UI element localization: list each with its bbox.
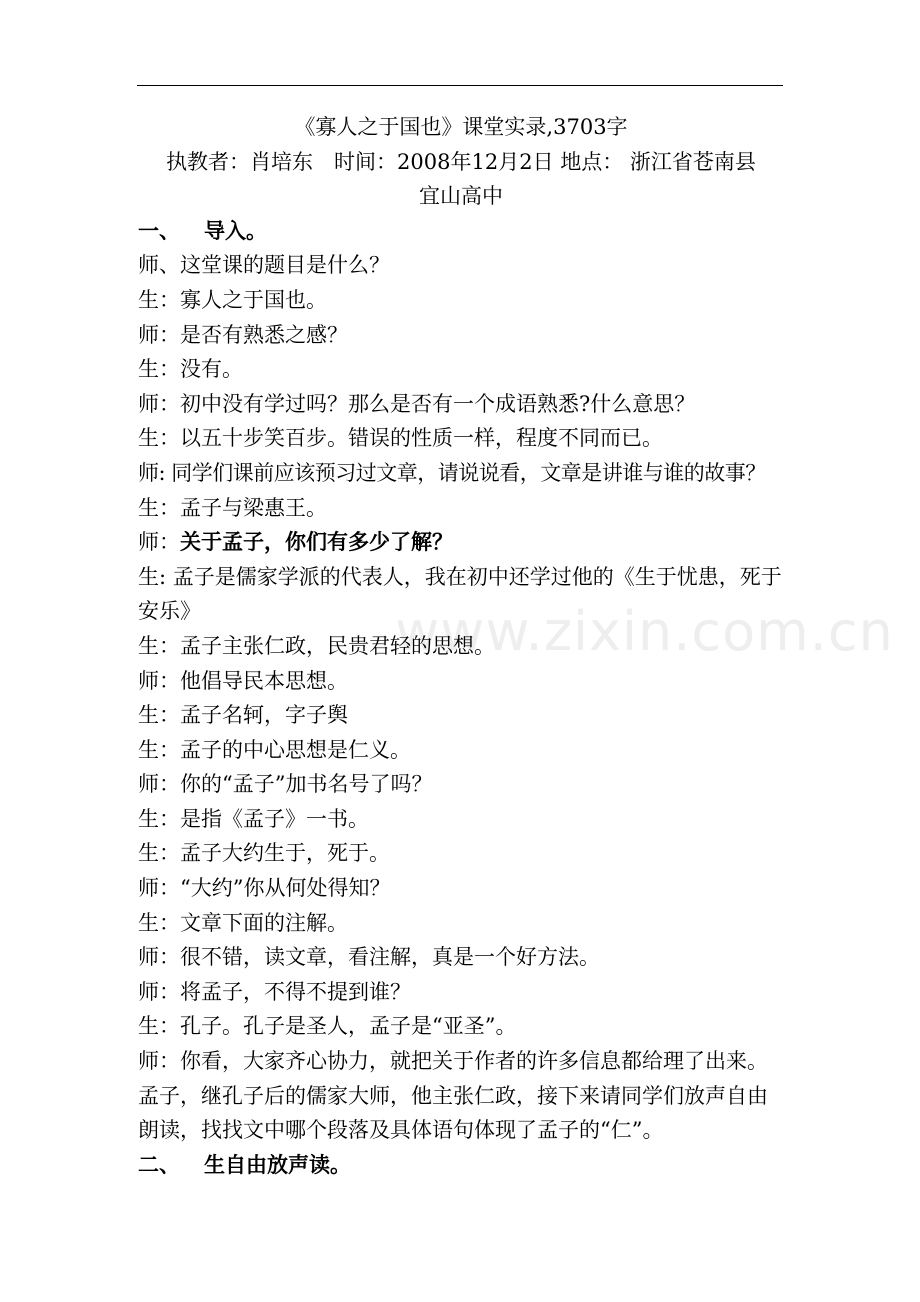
- section-number: 二、: [138, 1151, 180, 1177]
- section-label: 导入。: [204, 217, 267, 243]
- dialogue-line: 师：很不错，读文章，看注解，真是一个好方法。: [138, 945, 600, 970]
- dialogue-line: [138, 525, 784, 560]
- dialogue-line: 师：初中没有学过吗？那么是否有一个成语熟悉?什么意思？: [138, 391, 696, 416]
- document-body: [138, 110, 784, 1182]
- dialogue-line: 生：寡人之于国也。: [138, 287, 327, 312]
- dialogue-line: 师：他倡导民本思想。: [138, 668, 348, 693]
- speaker-label: 师：: [138, 530, 180, 555]
- watermark: www.zixin.com.cn: [395, 600, 894, 663]
- dialogue-paragraph: 生: 孟子是儒家学派的代表人，我在初中还学过他的《生于忧患，死于安乐》: [138, 564, 782, 624]
- dialogue-line: 生：孔子。孔子是圣人，孟子是“亚圣”。: [138, 1014, 517, 1039]
- dialogue-line: 生：孟子大约生于，死于。: [138, 841, 390, 866]
- header-rule: [137, 85, 783, 86]
- document-meta: 执教者：肖培东 时间：2008年12月2日 地点： 浙江省苍南县: [166, 149, 756, 174]
- dialogue-line: 生：以五十步笑百步。错误的性质一样，程度不同而已。: [138, 426, 663, 451]
- dialogue-line: 生：文章下面的注解。: [138, 910, 348, 935]
- section-heading-1: [138, 214, 784, 249]
- dialogue-line: 师: 同学们课前应该预习过文章，请说说看，文章是讲谁与谁的故事？: [138, 460, 766, 485]
- section-number: 一、: [138, 217, 180, 243]
- dialogue-line: 师、这堂课的题目是什么？: [138, 253, 390, 278]
- document-meta-cont: 宜山高中: [419, 184, 503, 209]
- dialogue-line: 生：是指《孟子》一书。: [138, 806, 369, 831]
- dialogue-line: 师：将孟子，不得不提到谁？: [138, 979, 411, 1004]
- section-heading-2: [138, 1148, 784, 1183]
- dialogue-line: 师：是否有熟悉之感？: [138, 322, 348, 347]
- dialogue-line: 师：“大约”你从何处得知？: [138, 876, 391, 901]
- dialogue-line: 师：你的“孟子”加书名号了吗？: [138, 772, 433, 797]
- dialogue-line: 生：孟子主张仁政，民贵君轻的思想。: [138, 633, 495, 658]
- dialogue-line: 生：孟子名轲，字子舆: [138, 703, 348, 728]
- dialogue-line: 生：没有。: [138, 357, 243, 382]
- bold-question: 关于孟子，你们有多少了解？: [180, 529, 453, 555]
- dialogue-line: 生：孟子的中心思想是仁义。: [138, 737, 411, 762]
- dialogue-line: 生：孟子与梁惠王。: [138, 495, 327, 520]
- document-title: 《寡人之于国也》课堂实录,3703字: [294, 115, 628, 139]
- section-label: 生自由放声读。: [204, 1151, 351, 1177]
- dialogue-paragraph: 师：你看，大家齐心协力，就把关于作者的许多信息都给理了出来。孟子，继孔子后的儒家大师，他主张仁政，接下来请同学们放声自由朗读，找找文中哪个段落及具体语句体现了孟子的“仁”。: [138, 1049, 768, 1143]
